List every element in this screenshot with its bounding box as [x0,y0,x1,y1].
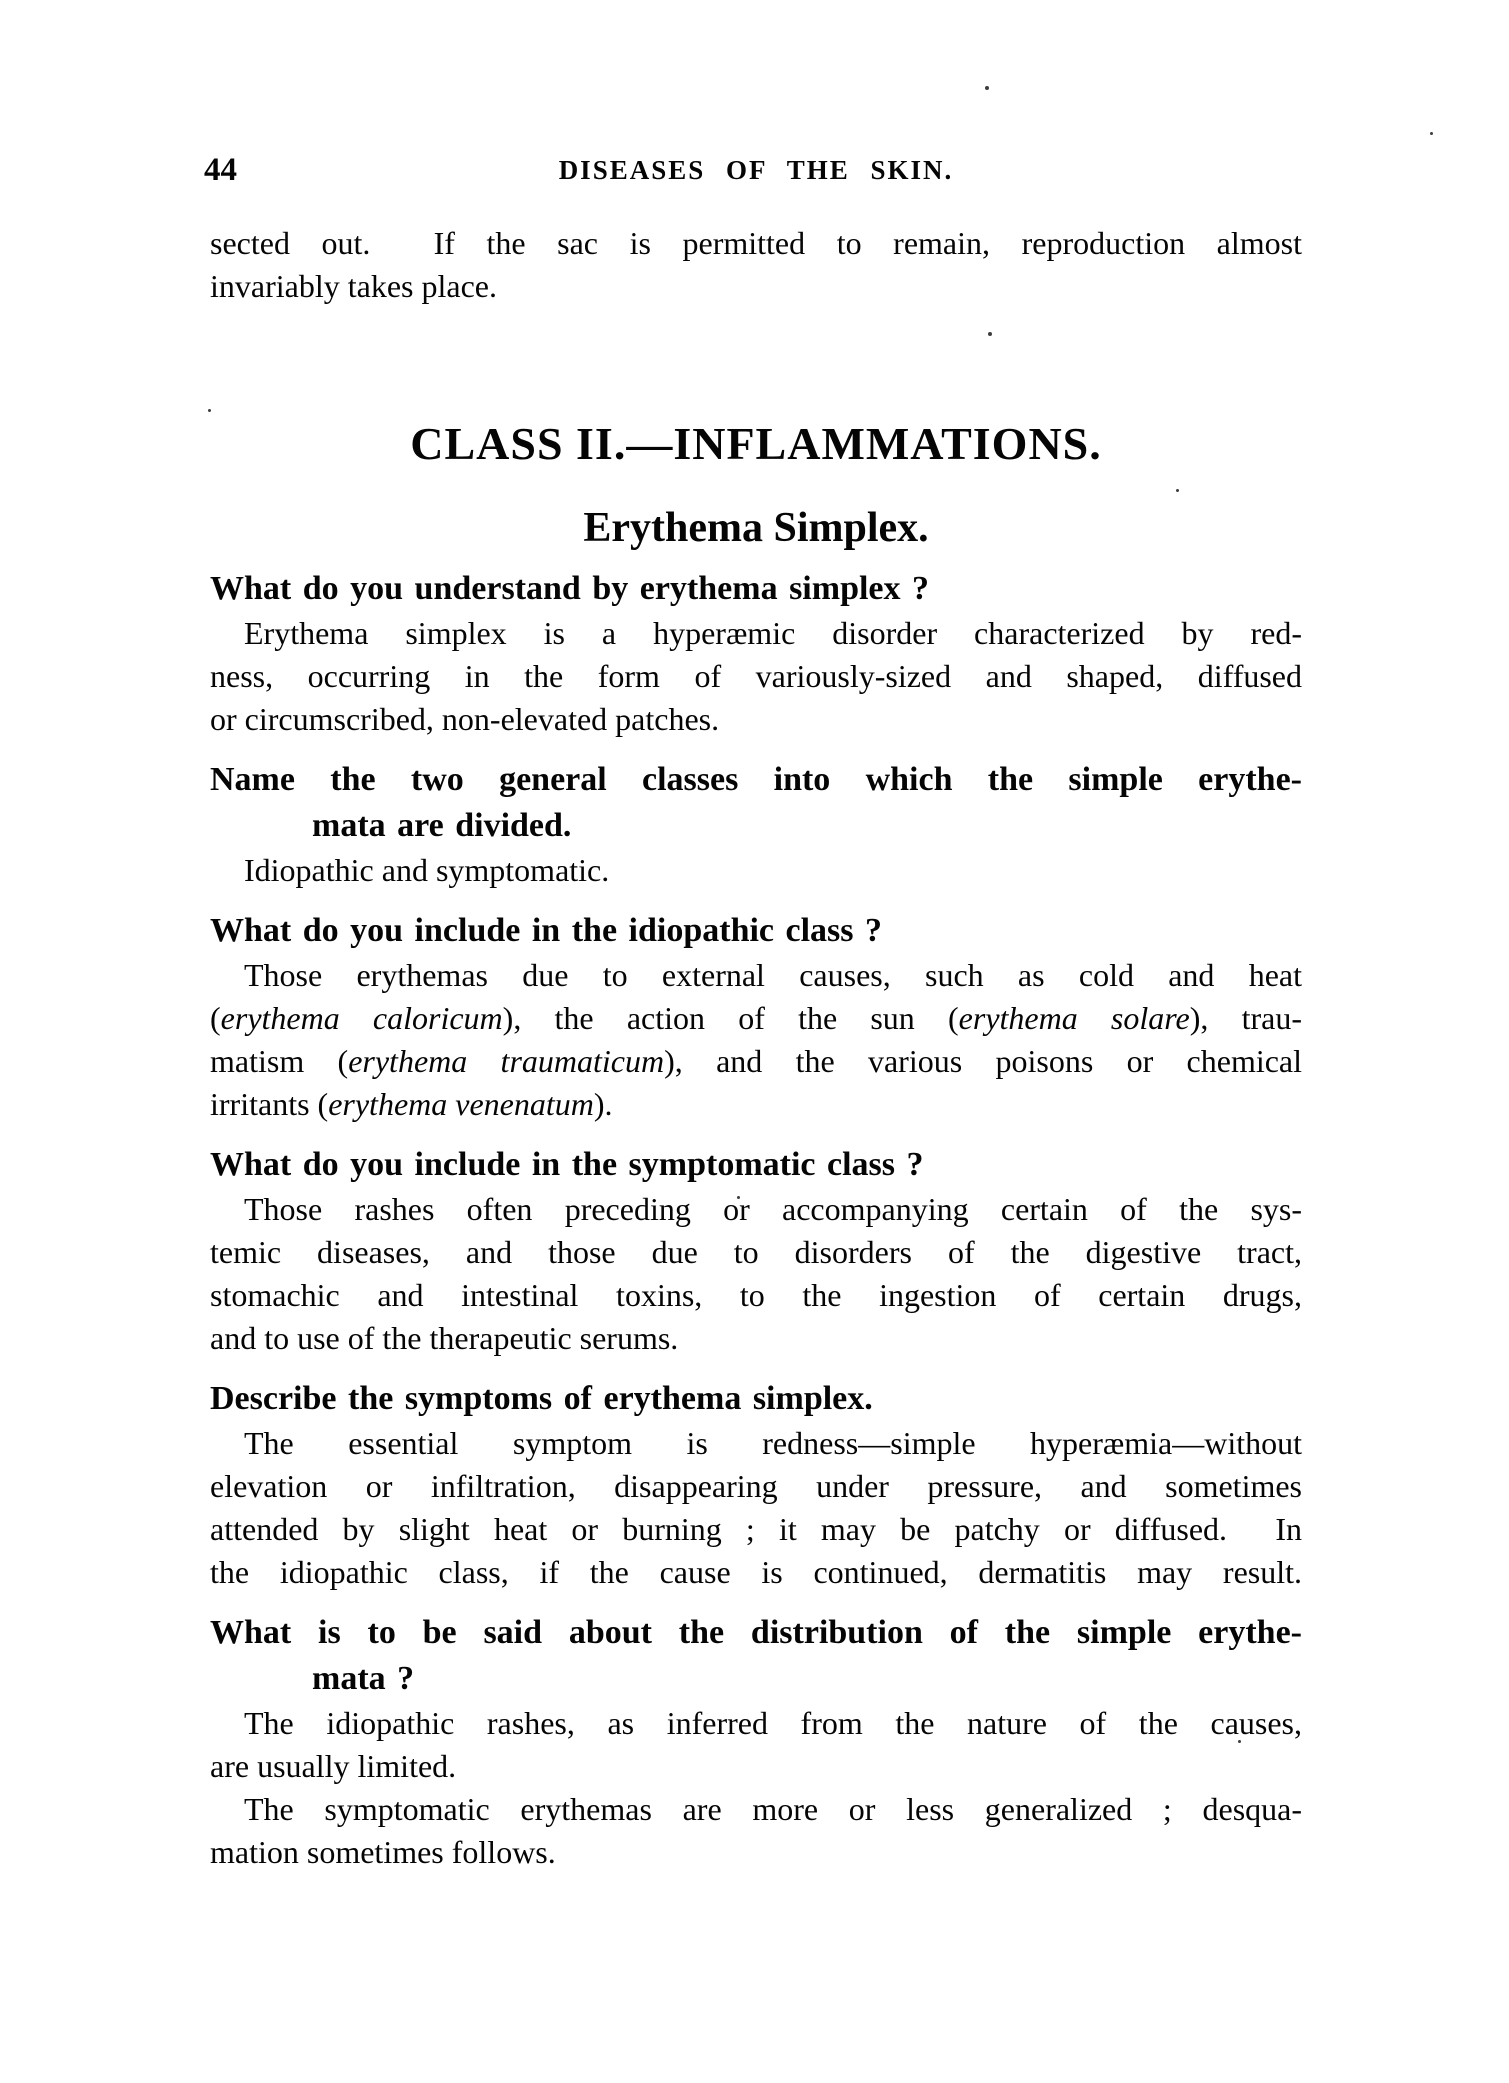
answer-line: and to use of the therapeutic serums. [210,1320,679,1356]
question [210,1376,1302,1422]
question [210,1142,1302,1188]
answer-line [210,997,1302,1040]
qa-list [210,566,1302,1874]
answer-line: Idiopathic and symptomatic. [244,852,610,888]
section-heading: Erythema Simplex. [583,505,929,551]
latin-term: erythema caloricum [220,1000,503,1036]
answer-line: are usually limited. [210,1748,457,1784]
answer-paragraph [210,1422,1302,1594]
latin-term: erythema solare [958,1000,1190,1036]
answer-line: Those erythemas due to external causes, such as cold and heat [244,957,1302,993]
answer-paragraph [210,954,1302,1126]
text-segment: ). [593,1086,613,1122]
answer-line: stomachic and intestinal toxins, to the ingestion of certain drugs, [210,1277,1302,1313]
question-line: What is to be said about the distribution of the simple erythe- [210,1614,1302,1651]
latin-term: erythema venenatum [328,1086,594,1122]
question-line: Name the two general classes into which the simple erythe- [210,761,1302,798]
text-segment: irritants ( [210,1086,329,1122]
answer-paragraph [210,1788,1302,1874]
page-header [204,150,1302,190]
text-segment: ), trau- [1189,1000,1303,1036]
question-line: What do you include in the idiopathic class ? [210,912,883,949]
question-line: mata are divided. [312,807,572,844]
answer-line: ness, occurring in the form of variously-sized and shaped, diffused [210,658,1302,694]
intro-paragraph [210,222,1302,308]
answer-paragraph [210,849,1302,892]
answer-line: The essential symptom is redness—simple hyperæmia—without [244,1425,1302,1461]
answer-line: The symptomatic erythemas are more or less generalized ; desqua- [244,1791,1302,1827]
text-column [204,150,1303,1874]
question-line: What do you understand by erythema simplex ? [210,570,930,607]
question [210,1610,1302,1702]
answer-line: or circumscribed, non-elevated patches. [210,701,720,737]
answer-line: The idiopathic rashes, as inferred from the nature of the causes, [244,1705,1302,1741]
answer-line: Erythema simplex is a hyperæmic disorder characterized by red- [244,615,1302,651]
scan-speck [985,86,989,90]
text-segment: matism ( [210,1043,349,1079]
answer-line: the idiopathic class, if the cause is continued, dermatitis may result. [210,1554,1302,1590]
question [210,757,1302,849]
latin-term: erythema traumaticum [348,1043,665,1079]
question [210,566,1302,612]
page-number: 44 [204,152,237,188]
scan-speck [1430,132,1433,135]
intro-line: sected out. If the sac is permitted to remain, reproduction almost [210,225,1302,261]
text-segment: ), the action of the sun ( [502,1000,959,1036]
class-heading: CLASS II.—INFLAMMATIONS. [410,418,1102,469]
answer-paragraph [210,1702,1302,1788]
answer-line [210,1040,1302,1083]
answer-paragraph [210,612,1302,741]
question-line: What do you include in the symptomatic class ? [210,1146,924,1183]
answer-line [210,1083,1302,1126]
question-line: mata ? [312,1660,415,1697]
answer-line: attended by slight heat or burning ; it may be patchy or diffused. In [210,1511,1302,1547]
question-line: Describe the symptoms of erythema simplex. [210,1380,873,1417]
answer-line: mation sometimes follows. [210,1834,556,1870]
answer-line: Those rashes often preceding or accompanying certain of the sys- [244,1191,1302,1227]
text-segment: ( [210,1000,221,1036]
answer-line: temic diseases, and those due to disorders of the digestive tract, [210,1234,1302,1270]
answer-line: elevation or infiltration, disappearing under pressure, and sometimes [210,1468,1302,1504]
text-segment: ), and the various poisons or chemical [664,1043,1303,1079]
answer-paragraph [210,1188,1302,1360]
question [210,908,1302,954]
intro-line: invariably takes place. [210,268,497,304]
running-title: DISEASES OF THE SKIN. [558,155,954,185]
